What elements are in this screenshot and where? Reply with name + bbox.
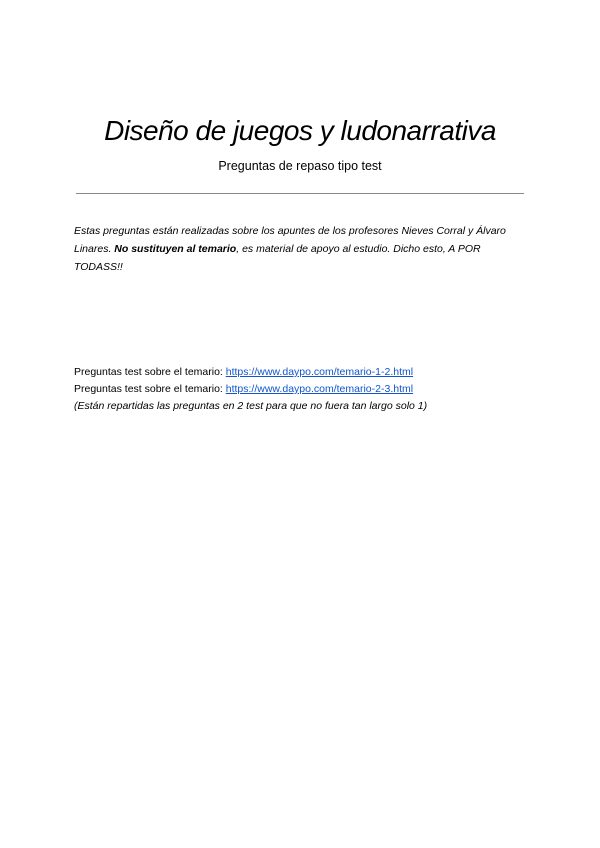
- link-line-1: [74, 364, 526, 381]
- daypo-link-2[interactable]: https://www.daypo.com/temario-2-3.html: [225, 383, 414, 395]
- document-subtitle: Preguntas de repaso tipo test: [218, 159, 382, 173]
- link-label-2: Preguntas test sobre el temario:: [74, 383, 226, 395]
- horizontal-divider: [76, 193, 524, 194]
- intro-text-start: Estas preguntas están realizadas sobre los apuntes de los profesores Nieves Corral y Álvaro Linares.: [74, 225, 506, 255]
- links-section: [74, 364, 526, 415]
- daypo-link-1[interactable]: https://www.daypo.com/temario-1-2.html: [225, 366, 414, 378]
- intro-paragraph: [74, 222, 526, 276]
- link-line-2: [74, 381, 526, 398]
- document-title: Diseño de juegos y ludonarrativa: [104, 115, 496, 146]
- intro-text-end: , es material de apoyo al estudio. Dicho esto, A POR TODASS!!: [74, 243, 481, 273]
- note-text: (Están repartidas las preguntas en 2 test para que no fuera tan largo solo 1): [74, 400, 428, 412]
- link-label-1: Preguntas test sobre el temario:: [74, 366, 226, 378]
- intro-bold-text: No sustituyen al temario: [114, 243, 237, 255]
